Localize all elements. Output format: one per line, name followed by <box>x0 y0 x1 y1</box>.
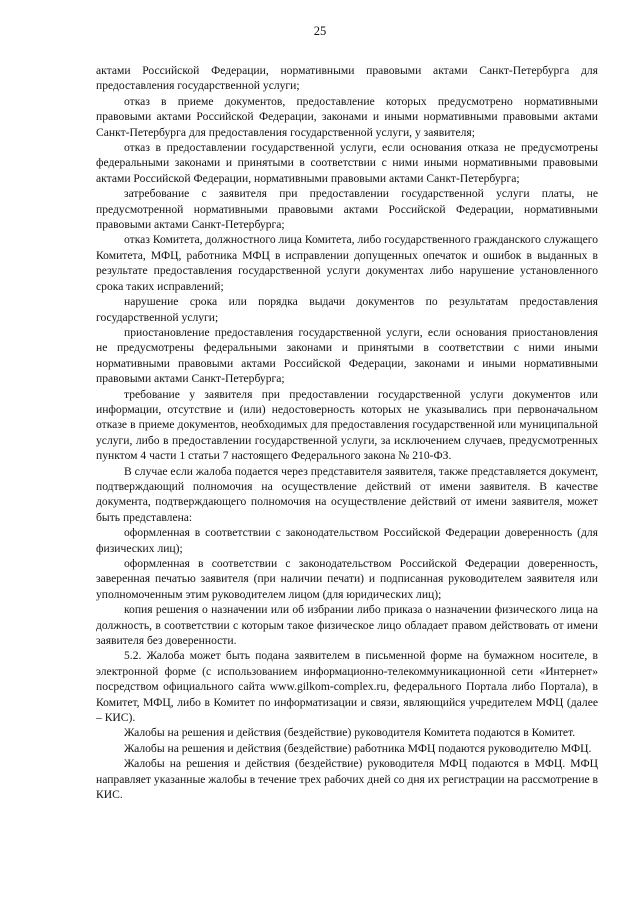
paragraph: отказ в приеме документов, предоставление которых предусмотрено нормативными правовыми актами Российской Федерации, законами и иными нормативными правовыми актами Санкт-Петербурга для предоставления государственной услуги, у заявителя; <box>96 94 598 139</box>
paragraph: копия решения о назначении или об избрании либо приказа о назначении физического лица на должность, в соответствии с которым такое физическое лицо обладает правом действовать от имени заявителя без доверенности. <box>96 603 598 648</box>
paragraph: Жалобы на решения и действия (бездействие) руководителя Комитета подаются в Комитет. <box>124 726 576 740</box>
paragraph: отказ в предоставлении государственной услуги, если основания отказа не предусмотрены федеральными законами и принятыми в соответствии с ними иными нормативными правовыми актами Российской Федерации, нормативными правовыми актами Санкт-Петербурга; <box>96 141 598 185</box>
paragraph: приостановление предоставления государственной услуги, если основания приостановления не предусмотрены федеральными законами и принятыми в соответствии с ними иными нормативными правовыми актами Российской Федерации, законами и иными нормативными правовыми актами Санкт-Петербурга; <box>96 325 598 386</box>
paragraph: Жалобы на решения и действия (бездействие) работника МФЦ подаются руководителю МФЦ. <box>124 741 592 755</box>
paragraph: отказ Комитета, должностного лица Комитета, либо государственного гражданского служащего Комитета, МФЦ, работника МФЦ в исправлении допущенных опечаток и ошибок в выданных в результате предоставления государственной услуги документах либо нарушение установленного срока таких исправлений; <box>96 233 598 293</box>
document-body <box>96 63 598 803</box>
paragraph: 5.2. Жалоба может быть подана заявителем в письменной форме на бумажном носителе, в электронной форме (с использованием информационно-телекоммуникационной сети «Интернет» посредством официального сайта www.gilkom-complex.ru, федерального Портала либо Портала), в Комитет, МФЦ, либо в Комитет по информатизации и связи, являющийся учредителем МФЦ (далее – КИС). <box>96 649 598 725</box>
paragraph: В случае если жалоба подается через представителя заявителя, также представляется документ, подтверждающий полномочия на осуществление действий от имени заявителя. В качестве документа, подтверждающего полномочия на осуществление действий от имени заявителя, может быть представлена: <box>96 464 598 524</box>
page-number: 25 <box>313 24 327 38</box>
paragraph: требование у заявителя при предоставлении государственной услуги документов или информации, отсутствие и (или) недостоверность которых не указывались при первоначальном отказе в приеме документов, необходимых для предоставления государственной или муниципальной услуги, либо в предоставлении государственной услуги, за исключением случаев, предусмотренных пунктом 4 части 1 статьи 7 настоящего Федерального закона № 210-ФЗ. <box>96 387 598 463</box>
paragraph: Жалобы на решения и действия (бездействие) руководителя МФЦ подаются в МФЦ. МФЦ направляет указанные жалобы в течение трех рабочих дней со дня их регистрации на рассмотрение в КИС. <box>96 757 598 802</box>
paragraph: оформленная в соответствии с законодательством Российской Федерации доверенность (для физических лиц); <box>96 526 598 555</box>
paragraph: затребование с заявителя при предоставлении государственной услуги платы, не предусмотренной нормативными правовыми актами Российской Федерации, нормативными правовыми актами Санкт-Петербурга; <box>96 187 598 232</box>
paragraph: нарушение срока или порядка выдачи документов по результатам предоставления государственной услуги; <box>96 295 598 324</box>
paragraph: актами Российской Федерации, нормативными правовыми актами Санкт-Петербурга для предоставления государственной услуги; <box>96 64 598 93</box>
paragraph: оформленная в соответствии с законодательством Российской Федерации доверенность, заверенная печатью заявителя (при наличии печати) и подписанная руководителем заявителя или уполномоченным этим руководителем лицом (для юридических лиц); <box>96 557 598 601</box>
